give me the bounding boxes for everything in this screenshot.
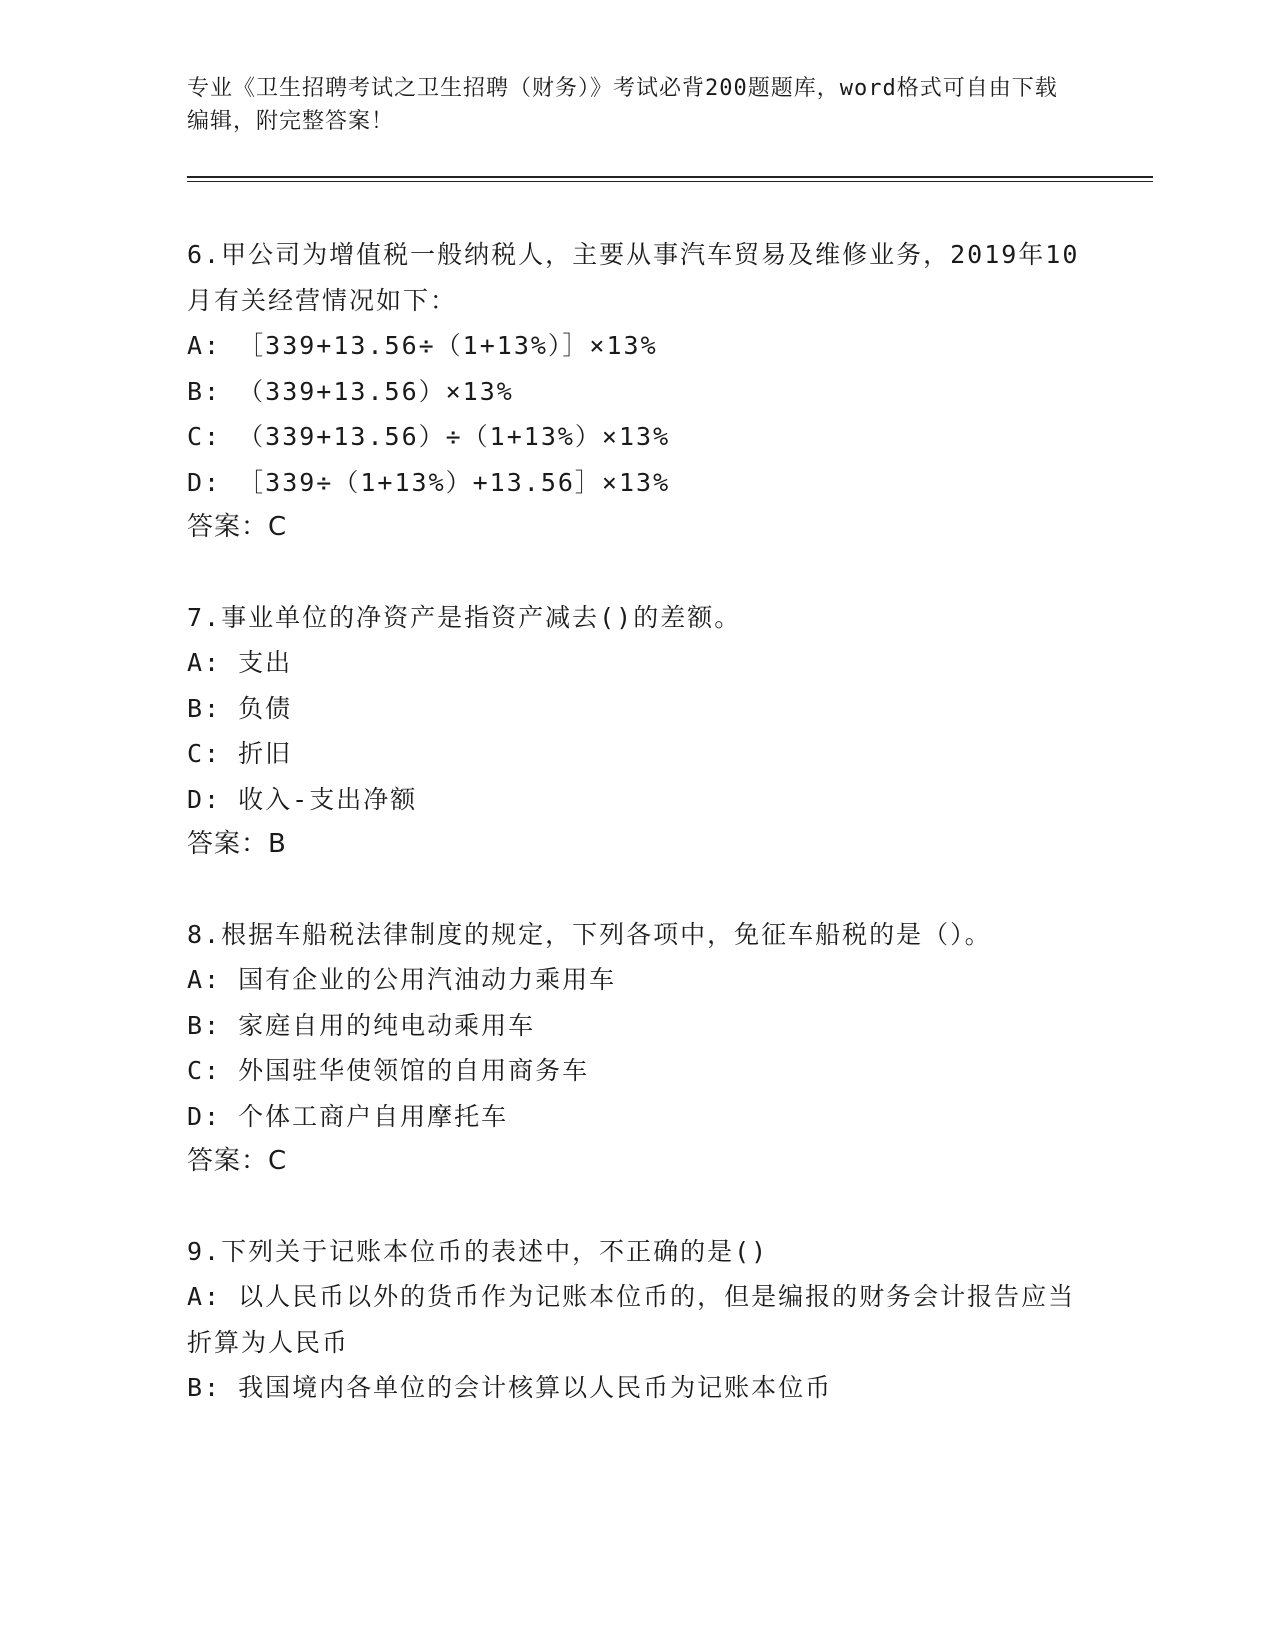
answer: 答案：C: [187, 1146, 288, 1176]
question-stem: 9.下列关于记账本位币的表述中，不正确的是(): [187, 1236, 769, 1266]
option-c: C: 外国驻华使领馆的自用商务车: [187, 1056, 590, 1085]
option-d: D: 个体工商户自用摩托车: [187, 1101, 509, 1131]
option-b: B: （339+13.56）×13%: [187, 376, 514, 406]
option-c: C: 折旧: [187, 739, 293, 768]
answer: 答案：B: [187, 829, 287, 859]
option-b: B: 家庭自用的纯电动乘用车: [187, 1010, 536, 1040]
header-divider-thin: [187, 181, 1153, 182]
question-7: [187, 595, 1087, 868]
option-d: D: ［339÷（1+13%）+13.56］×13%: [187, 467, 671, 497]
question-8: [187, 912, 1087, 1185]
header-divider: [187, 176, 1153, 178]
option-b: B: 我国境内各单位的会计核算以人民币为记账本位币: [187, 1373, 833, 1402]
question-list: [187, 232, 1087, 1455]
question-stem: 7.事业单位的净资产是指资产减去()的差额。: [187, 602, 742, 632]
option-a: A: 支出: [187, 648, 293, 677]
option-b: B: 负债: [187, 693, 293, 723]
document-header: 专业《卫生招聘考试之卫生招聘（财务）》考试必背200题题库，word格式可自由下载编辑，附完整答案！: [187, 76, 1058, 134]
question-stem: 8.根据车船税法律制度的规定，下列各项中，免征车船税的是（）。: [187, 919, 992, 949]
option-a: A: 国有企业的公用汽油动力乘用车: [187, 965, 617, 994]
option-c: C: （339+13.56）÷（1+13%）×13%: [187, 422, 671, 451]
question-6: [187, 232, 1087, 551]
question-9: [187, 1229, 1087, 1411]
option-d: D: 收入-支出净额: [187, 784, 418, 814]
answer: 答案：C: [187, 512, 288, 542]
option-a: A: ［339+13.56÷（1+13%）］×13%: [187, 331, 658, 360]
question-stem: 6.甲公司为增值税一般纳税人，主要从事汽车贸易及维修业务，2019年10月有关经营情况如下：: [187, 240, 1080, 315]
option-a: A: 以人民币以外的货币作为记账本位币的，但是编报的财务会计报告应当折算为人民币: [187, 1282, 1076, 1357]
